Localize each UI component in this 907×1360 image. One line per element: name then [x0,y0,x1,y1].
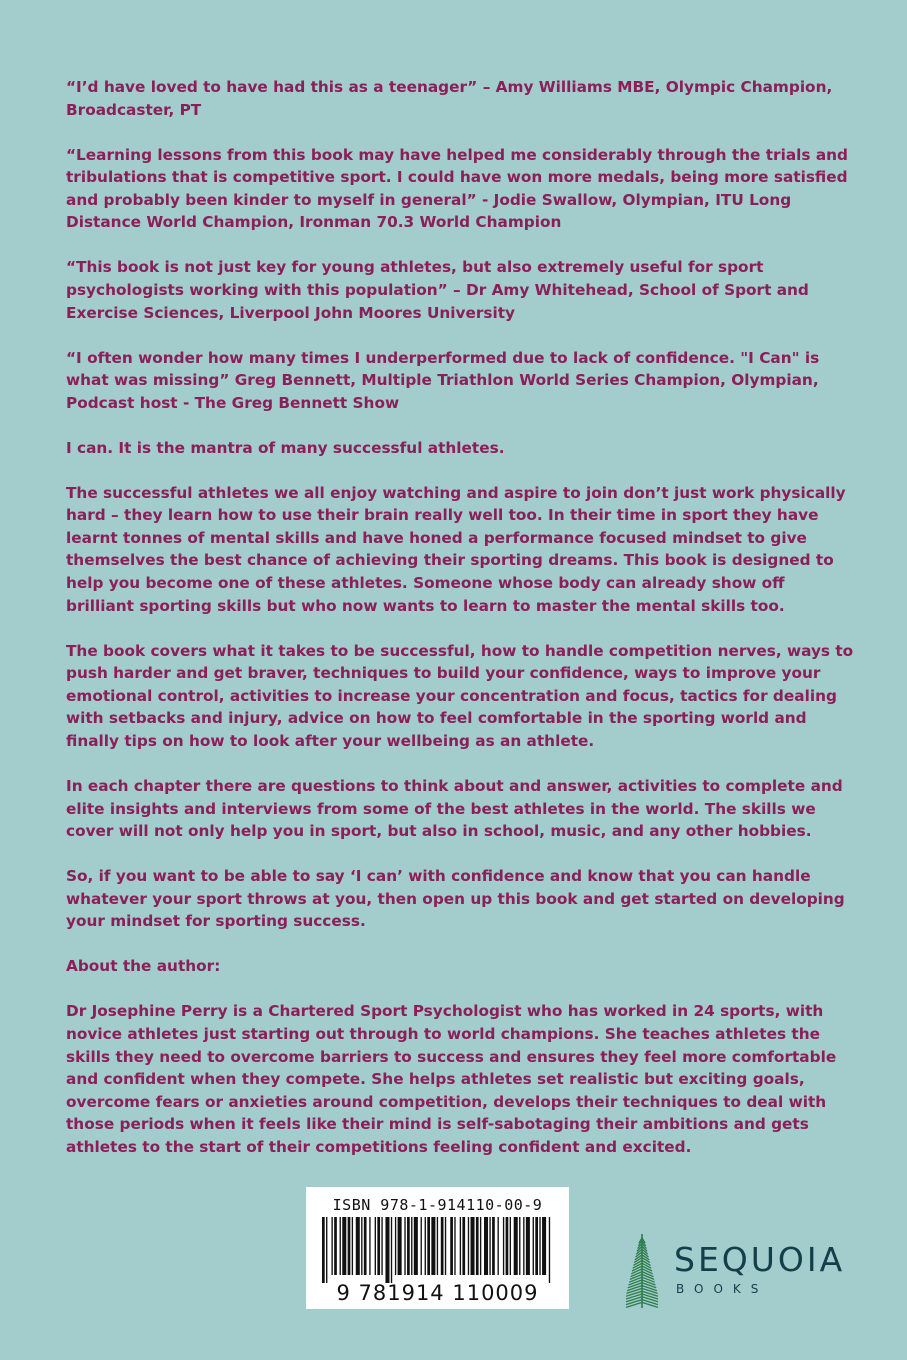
barcode-bar [377,1217,380,1275]
barcode-bar [411,1217,412,1275]
sequoia-tree-icon [624,1232,660,1310]
barcode-bar [356,1217,360,1275]
tree-frond [626,1297,642,1302]
barcode-bar [342,1217,346,1275]
tree-frond [642,1286,657,1291]
barcode-bar [454,1217,455,1275]
barcode-bar [484,1217,488,1275]
isbn-barcode [306,1187,569,1309]
tree-frond [642,1269,653,1274]
tree-frond [631,1269,642,1274]
barcode-bar [364,1217,367,1275]
tree-frond [642,1297,658,1302]
tree-frond [630,1274,642,1279]
barcode-bar [450,1217,453,1275]
tree-frond [642,1288,658,1293]
call-to-action-paragraph: So, if you want to be able to say ‘I can’ with confidence and know that you can handle whatever your sport throws at you, then open up this book and get started on developing your mindset for sporting success. [66,867,845,931]
chapters-paragraph: In each chapter there are questions to think about and answer, activities to complete and elite insights and interviews from some of the best athletes in the world. The skills we cover will not only help you in sport, but also in school, music, and any other hobbies. [66,776,843,841]
tree-frond [626,1288,642,1293]
tree-frond [626,1300,642,1305]
barcode-bar [533,1217,534,1275]
tree-frond [631,1272,642,1277]
barcode-bar [445,1217,446,1275]
tree-frond [642,1272,653,1277]
barcode-bar [322,1217,325,1283]
tree-frond [626,1294,642,1299]
barcode-bar [385,1217,389,1283]
publisher-logo [624,1232,864,1312]
barcode-digits: 9 781914 110009 [336,1281,539,1305]
barcode-bar [480,1217,481,1275]
barcode-bar [375,1217,376,1275]
barcode-bar [404,1217,405,1275]
quote-amy-whitehead: “This book is not just key for young athletes, but also extremely useful for sport psychologists working with this population” – Dr Amy Whitehead, School of Sport and Exercise Sciences, Liverpool John Moores University [66,258,809,322]
barcode-bar [539,1217,540,1275]
barcode-bar [391,1217,392,1283]
tree-frond [642,1274,654,1279]
quote-greg-bennett: “I often wonder how many times I underperformed due to lack of confidence. "I Can" is what was missing” Greg Bennett, Multiple Triathlon World Series Champion, Olympian, Podcast host - The Greg Bennett Show [66,348,820,412]
barcode-bar [471,1217,475,1275]
barcode-bar [352,1217,353,1275]
tree-frond [628,1283,642,1288]
barcode-bar [535,1217,538,1275]
tree-frond [642,1277,655,1282]
barcode-bar [489,1217,490,1275]
barcode-bar [468,1217,469,1275]
tree-frond [629,1277,642,1282]
quote-jodie-swallow: “Learning lessons from this book may have helped me considerably through the trials and tribulations that is competitive sport. I could have won more medals, being more satisfied and probably been kinder to myself in general” - Jodie Swallow, Olympian, ITU Long Distance World Champion, Ironman 70.3 World Champion [66,145,849,232]
barcode-bar [414,1217,418,1275]
tree-frond [642,1302,658,1307]
barcode-bar [431,1217,435,1275]
mantra-line: I can. It is the mantra of many successful athletes. [66,438,505,457]
barcode-bar [381,1217,382,1275]
barcode-bar [398,1217,402,1275]
tree-frond [642,1283,656,1288]
tree-frond [642,1291,658,1296]
barcode-bar [460,1217,461,1275]
barcode-bar [498,1217,499,1275]
isbn-label: ISBN 978-1-914110-00-9 [332,1196,543,1214]
barcode-bar [407,1217,410,1275]
barcode-bar [395,1217,396,1275]
barcode-bar [462,1217,465,1275]
barcode-bar [492,1217,495,1275]
description-paragraph: The successful athletes we all enjoy watching and aspire to join don’t just work physically hard – they learn how to use their brain really well too. In their time in sport they have learnt tonnes of mental skills and have honed a performance focused mindset to give themselves the best chance of achieving their sporting dreams. This book is designed to help you become one of these athletes. Someone whose body can already show off brilliant sporting skills but who now wants to learn to master the mental skills too. [66,483,846,615]
barcode-bar [510,1217,511,1275]
barcode-bar [542,1217,546,1275]
publisher-name: SEQUOIA [674,1240,846,1279]
quote-amy-williams: “I’d have loved to have had this as a teenager” – Amy Williams MBE, Olympic Champion, Broadcaster, PT [66,78,833,119]
barcode-bar [425,1217,426,1275]
barcode-bar [326,1217,327,1283]
barcode-bar [519,1217,520,1275]
author-bio: Dr Josephine Perry is a Chartered Sport Psychologist who has worked in 24 sports, with novice athletes just starting out through to world champions. She teaches athletes the skills they need to overcome barriers to success and ensures they feel more comfortable and confident when they compete. She helps athletes set realistic but exciting goals, overcome fears or anxieties around competition, develops their techniques to deal with those periods when it feels like their mind is self-sabotaging their ambitions and gets athletes to the start of their competitions feeling confident and excited. [66,1002,837,1156]
barcode-bar [441,1217,444,1275]
barcode-bar [340,1217,341,1275]
barcode-bar [503,1217,504,1275]
barcode-bar [514,1217,518,1275]
barcode-bar [506,1217,509,1275]
tree-frond [642,1280,656,1285]
barcode-bars [320,1217,555,1283]
back-cover-text [66,76,854,1181]
barcode-bar [348,1217,351,1275]
barcode-bar [427,1217,430,1275]
tree-frond [626,1302,642,1307]
barcode-bar [437,1217,438,1275]
publisher-sub: BOOKS [676,1282,769,1296]
barcode-bar [334,1217,337,1275]
barcode-bar [361,1217,362,1275]
about-author-heading: About the author: [66,957,221,976]
barcode-bar [369,1217,370,1275]
tree-frond [626,1291,642,1296]
barcode-bar [549,1217,550,1283]
barcode-bar [523,1217,524,1275]
tree-frond [642,1294,658,1299]
tree-frond [627,1286,642,1291]
contents-paragraph: The book covers what it takes to be successful, how to handle competition nerves, ways to push harder and get braver, techniques to build your confidence, ways to improve your emotional control, activities to increase your concentration and focus, tactics for dealing with setbacks and injury, advice on how to feel comfortable in the sporting world and finally tips on how to look after your wellbeing as an athlete. [66,641,854,750]
barcode-bar [526,1217,530,1275]
barcode-bar [476,1217,479,1275]
tree-frond [629,1280,643,1285]
barcode-bar [421,1217,422,1275]
tree-frond [642,1300,658,1305]
barcode-bar [331,1217,332,1275]
